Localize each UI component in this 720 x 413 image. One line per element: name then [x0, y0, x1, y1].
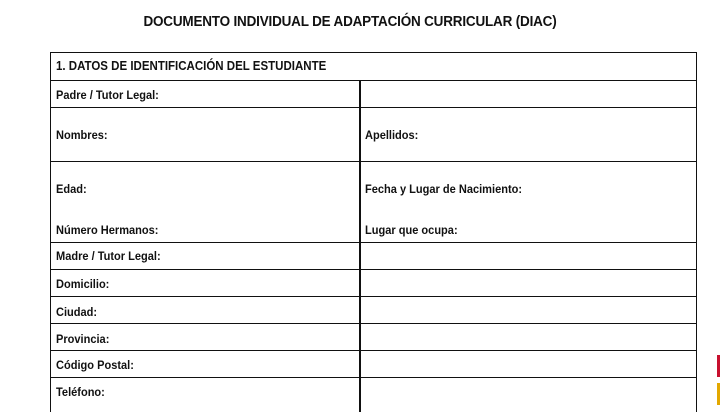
row-codigo-postal [51, 351, 696, 378]
row-edad-nacimiento-hermanos [51, 162, 696, 243]
row-ciudad [51, 297, 696, 324]
label-madre-tutor: Madre / Tutor Legal: [56, 249, 161, 263]
label-lugar-que-ocupa: Lugar que ocupa: [365, 223, 458, 237]
section-heading-row [51, 53, 696, 81]
label-ciudad: Ciudad: [56, 305, 98, 319]
label-fecha-lugar-nacimiento: Fecha y Lugar de Nacimiento: [365, 182, 523, 196]
label-padre-tutor: Padre / Tutor Legal: [56, 88, 159, 102]
student-identification-form [50, 52, 697, 412]
row-nombres-apellidos [51, 108, 696, 162]
label-codigo-postal: Código Postal: [56, 358, 134, 372]
section-heading: 1. DATOS DE IDENTIFICACIÓN DEL ESTUDIANTE [56, 59, 327, 73]
label-provincia: Provincia: [56, 332, 110, 346]
label-apellidos: Apellidos: [365, 128, 419, 142]
label-domicilio: Domicilio: [56, 277, 110, 291]
label-edad: Edad: [56, 182, 87, 196]
document-title: DOCUMENTO INDIVIDUAL DE ADAPTACIÓN CURRICULAR (DIAC) [143, 14, 557, 30]
row-telefono [51, 378, 696, 413]
row-madre-tutor [51, 243, 696, 270]
row-provincia [51, 324, 696, 351]
label-telefono: Teléfono: [56, 385, 105, 399]
row-padre-tutor [51, 81, 696, 108]
row-domicilio [51, 270, 696, 297]
label-nombres: Nombres: [56, 128, 108, 142]
label-numero-hermanos: Número Hermanos: [56, 223, 159, 237]
